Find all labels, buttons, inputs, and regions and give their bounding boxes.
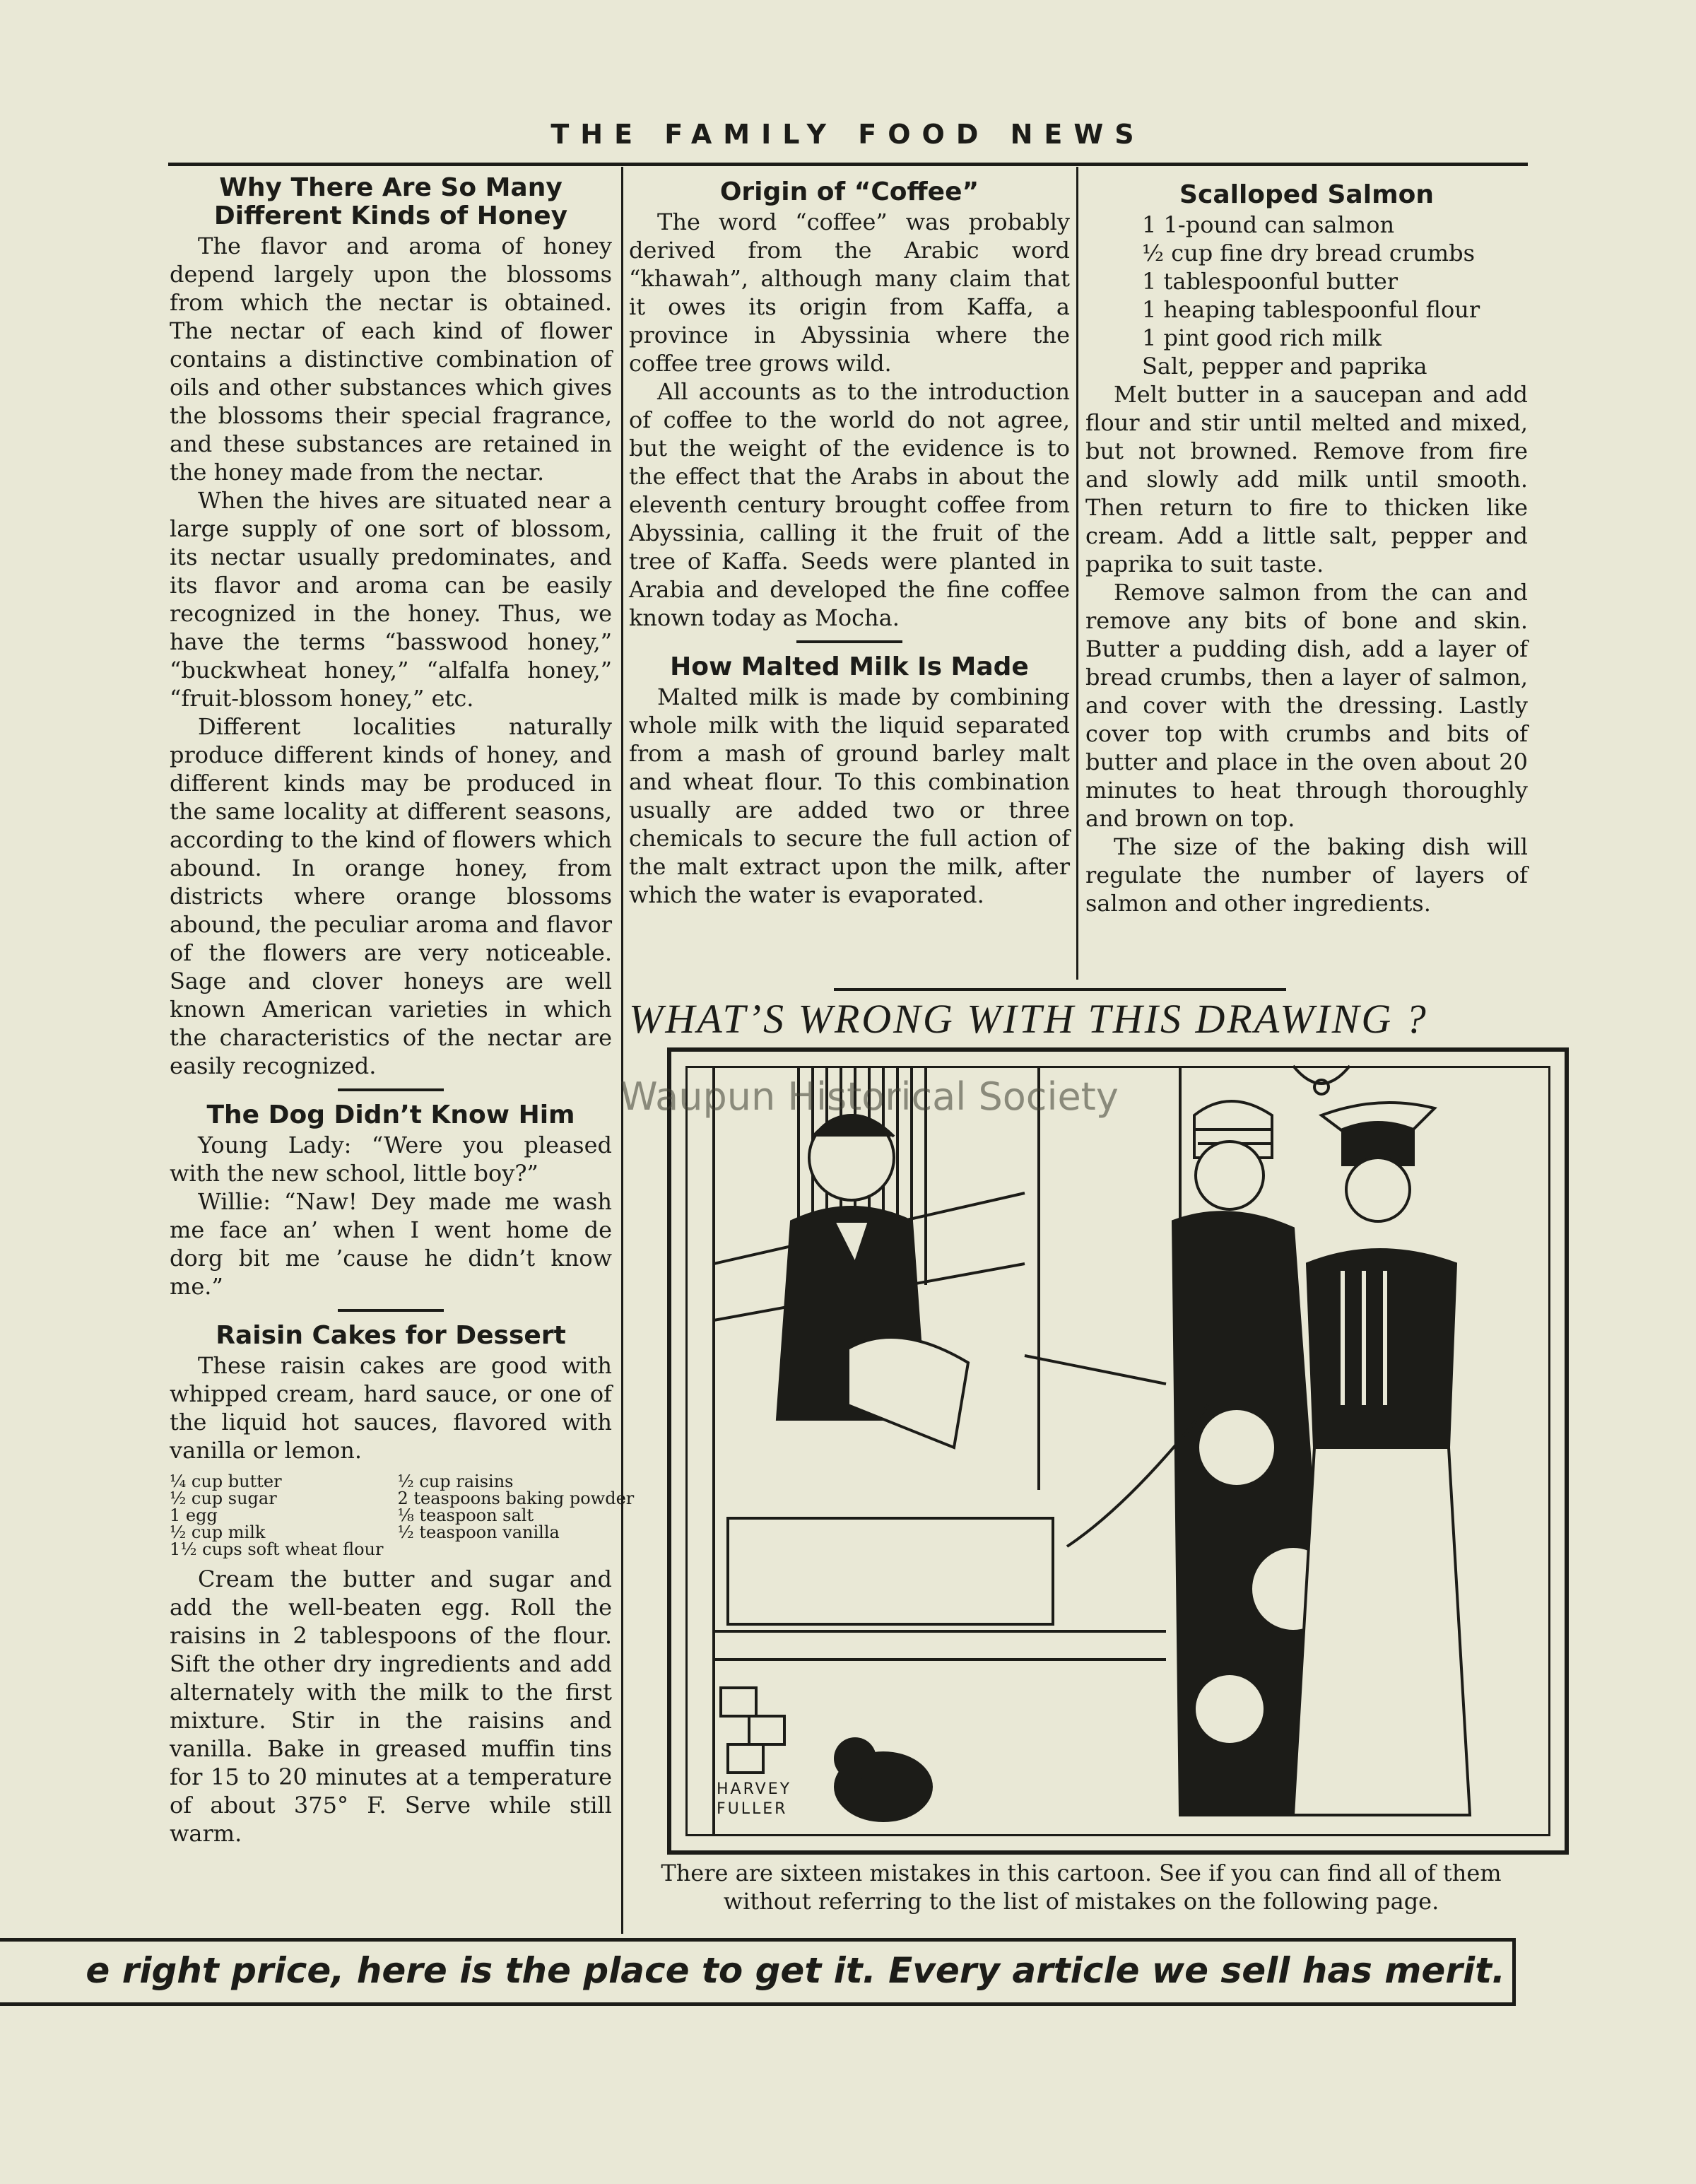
raisin-ingredients <box>170 1472 635 1559</box>
column-rule-left <box>621 167 623 1934</box>
banner-text: e right price, here is the place to get it. Every article we sell has merit. <box>86 1950 1505 1991</box>
watermark: Waupun Historical Society <box>620 1074 1119 1119</box>
column-right <box>1085 181 1528 917</box>
column-middle <box>629 178 1070 909</box>
section-divider <box>338 1309 444 1312</box>
salmon-title: Scalloped Salmon <box>1179 180 1434 209</box>
section-divider <box>338 1088 444 1091</box>
dog-line: Willie: “Naw! Dey made me wash me face an’ when I went home de dorg bit me ’cause he didn’t know me.” <box>170 1188 612 1300</box>
coffee-paragraph: All accounts as to the introduction of coffee to the world do not agree, but the weight of the evidence is to the effect that the Arabs in about the eleventh century brought coffee from Abyssinia, calling it the fruit of the tree of Kaffa. Seeds were planted in Arabia and developed the fine coffee known today as Mocha. <box>629 378 1070 631</box>
ingredient: 1 tablespoonful butter <box>1142 268 1398 295</box>
section-divider <box>796 640 902 643</box>
masthead-rule <box>168 163 1528 166</box>
ingredient: ¼ cup butter <box>170 1472 282 1491</box>
column-left <box>170 173 635 1848</box>
advertising-banner <box>0 1938 1516 2006</box>
drawing-top-rule <box>834 988 1286 991</box>
malted-title: How Malted Milk Is Made <box>670 652 1029 681</box>
raisin-intro: These raisin cakes are good with whipped cream, hard sauce, or one of the liquid hot sauces, flavored with vanilla or lemon. <box>170 1352 612 1464</box>
salmon-paragraph: The size of the baking dish will regulate the number of layers of salmon and other ingredients. <box>1085 833 1528 917</box>
honey-paragraph: The flavor and aroma of honey depend largely upon the blossoms from which the nectar is obtained. The nectar of each kind of flower contains a distinctive combination of oils and other substances which gives the blossoms their special fragrance, and these substances are retained in the honey made from the nectar. <box>170 233 612 486</box>
raisin-title: Raisin Cakes for Dessert <box>216 1321 566 1350</box>
salmon-paragraph: Remove salmon from the can and remove any bits of bone and skin. Butter a pudding dish, add a layer of bread crumbs, then a layer of salmon, and cover with the dressing. Lastly cover top with crumbs and bits of butter and place in the oven about 20 minutes to heat through thoroughly and brown on top. <box>1085 579 1528 832</box>
dog-line: Young Lady: “Were you pleased with the new school, little boy?” <box>170 1132 612 1187</box>
salmon-ingredients <box>1085 211 1528 380</box>
raisin-method: Cream the butter and sugar and add the well-beaten egg. Roll the raisins in 2 tablespoons of the flour. Sift the other dry ingredients and add alternately with the milk to the first mixture. Stir in the raisins and vanilla. Bake in greased muffin tins for 15 to 20 minutes at a temperature of about 375° F. Serve while still warm. <box>170 1566 612 1847</box>
honey-paragraph: When the hives are situated near a large supply of one sort of blossom, its nectar usually predominates, and its flavor and aroma can be easily recognized in the honey. Thus, we have the terms “basswood honey,” “buckwheat honey,” “alfalfa honey,” “fruit-blossom honey,” etc. <box>170 487 612 712</box>
honey-title: Why There Are So Many Different Kinds of Honey <box>213 173 568 230</box>
drawing-caption: There are sixteen mistakes in this cartoon. See if you can find all of them without referring to the list of mistakes on the following page. <box>661 1860 1502 1915</box>
column-rule-right <box>1076 167 1078 980</box>
dog-title: The Dog Didn’t Know Him <box>206 1100 575 1129</box>
ingredient: ½ cup raisins <box>397 1472 514 1491</box>
coffee-paragraph: The word “coffee” was probably derived from the Arabic word “khawah”, although many claim that it owes its origin from Kaffa, a province in Abyssinia where the coffee tree grows wild. <box>629 209 1070 377</box>
masthead: THE FAMILY FOOD NEWS <box>550 119 1146 150</box>
ingredient: ½ cup milk <box>170 1522 266 1542</box>
drawing-title: WHAT’S WRONG WITH THIS DRAWING ? <box>629 996 1428 1042</box>
ingredient: 1 pint good rich milk <box>1142 324 1382 351</box>
ingredient: Salt, pepper and paprika <box>1142 353 1427 380</box>
ingredient: 2 teaspoons baking powder <box>397 1489 635 1508</box>
cartoon-illustration <box>671 1052 1565 1850</box>
cartoon-frame <box>667 1047 1569 1855</box>
ingredient: ½ cup sugar <box>170 1489 277 1508</box>
honey-paragraph: Different localities naturally produce different kinds of honey, and different kinds may be produced in the same locality at different seasons, according to the kind of flowers which abound. In orange honey, from districts where orange blossoms abound, the peculiar aroma and flavor of the flowers are very noticeable. Sage and clover honeys are well known American varieties in which the characteristics of the nectar are easily recognized. <box>170 713 612 1079</box>
ingredient: 1½ cups soft wheat flour <box>170 1539 384 1559</box>
malted-text: Malted milk is made by combining whole milk with the liquid separated from a mash of ground barley malt and wheat flour. To this combination usually are added two or three chemicals to secure the full action of the malt extract upon the milk, after which the water is evaporated. <box>629 683 1070 908</box>
ingredient: ⅛ teaspoon salt <box>397 1505 534 1525</box>
ingredient: ½ teaspoon vanilla <box>397 1522 560 1542</box>
ingredient <box>397 1541 634 1558</box>
ingredient: ½ cup fine dry bread crumbs <box>1142 240 1475 266</box>
artist-signature: HARVEY FULLER <box>717 1780 792 1818</box>
coffee-title: Origin of “Coffee” <box>719 177 979 206</box>
ingredient: 1 heaping tablespoonful flour <box>1142 296 1480 323</box>
salmon-paragraph: Melt butter in a saucepan and add flour and stir until melted and mixed, but not browned. Remove from fire and slowly add milk until smooth. Then return to fire to thicken like cream. Add a little salt, pepper and paprika to suit taste. <box>1085 381 1528 577</box>
ingredient: 1 egg <box>170 1505 218 1525</box>
ingredient: 1 1-pound can salmon <box>1142 211 1395 238</box>
